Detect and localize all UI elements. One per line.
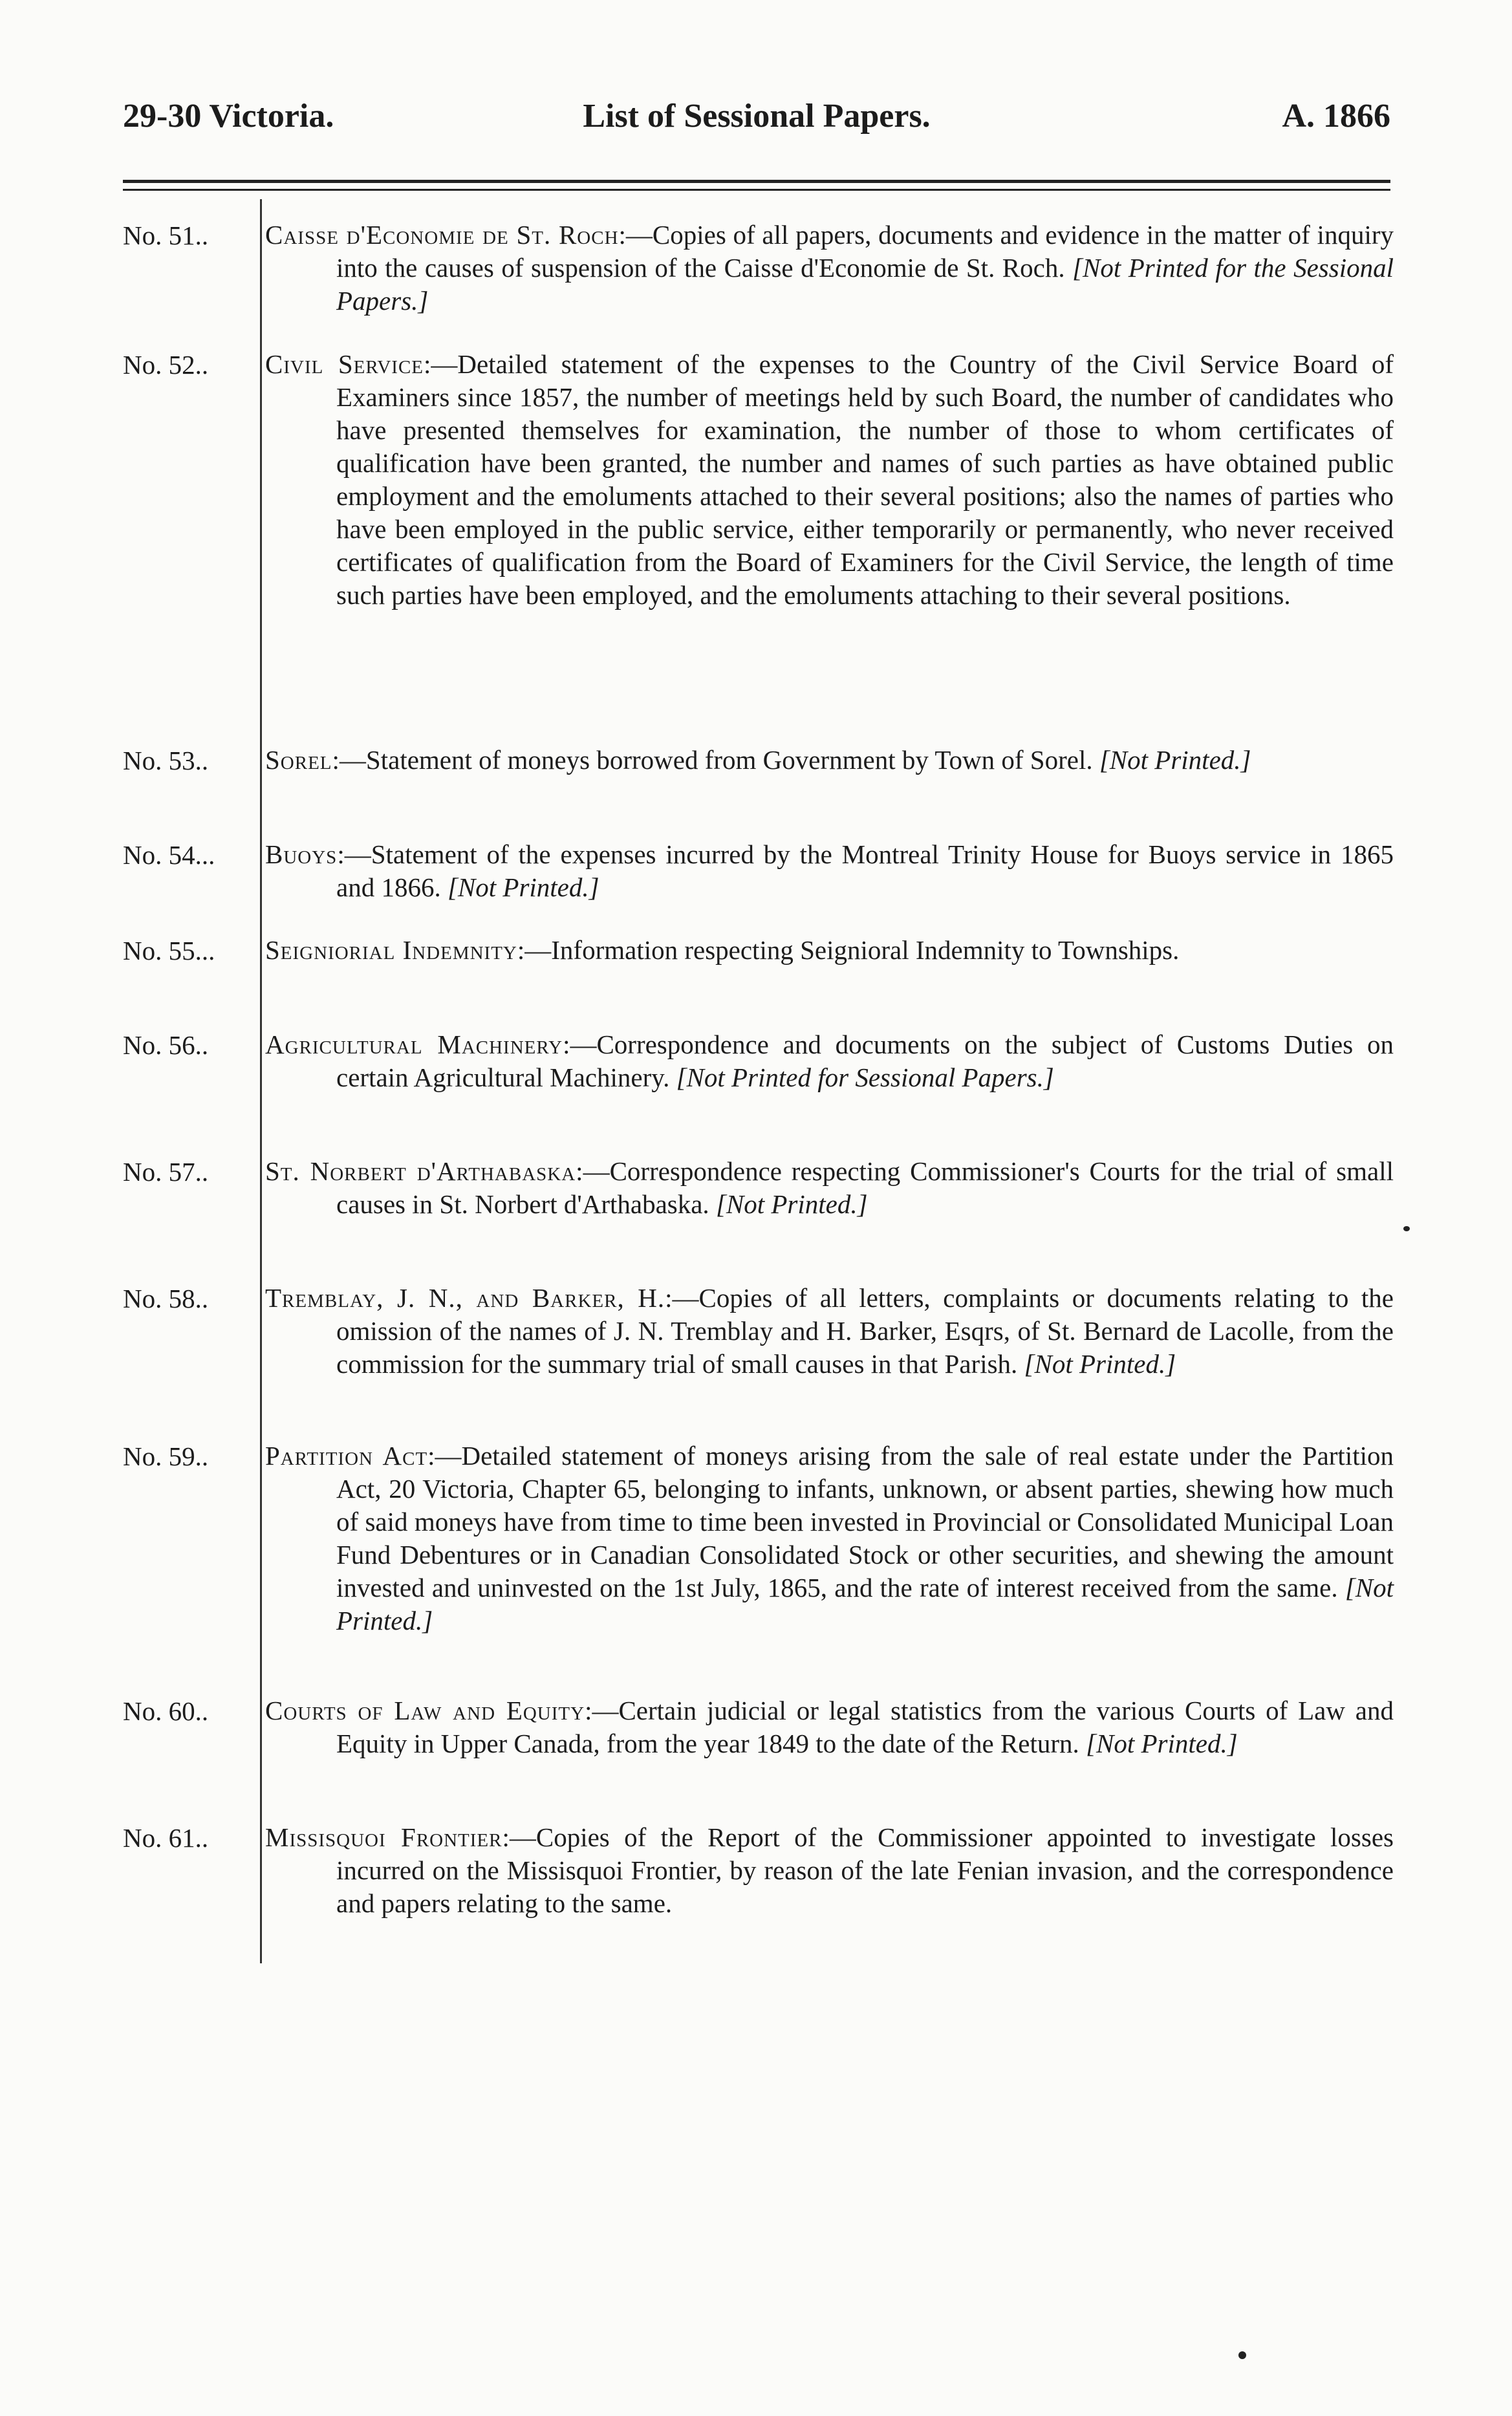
entry-body: :—Copies of all letters, complaints or documents relating to the omission of the names of J. N. Tremblay and H. Barker, Esqrs, of St. Bernard de Lacolle, from the commission for the summary trial of small causes in that Parish. [336,1283,1394,1379]
entry-number: No. 53.. [123,746,209,775]
entry-text [265,934,1394,967]
entry-body: :—Copies of the Report of the Commissioner appointed to investigate losses incurred on the Missisquoi Frontier, by reason of the late Fenian invasion, and the correspondence and papers relating to the same. [336,1822,1394,1918]
header-session: 29-30 Victoria. [123,98,334,135]
entry-note: [Not Printed.] [1086,1729,1238,1758]
entry-body: :—Copies of all papers, documents and evidence in the matter of inquiry into the causes of suspension of the Caisse d'Economie de St. Roch. [336,220,1394,283]
header-rule-thick [123,180,1390,183]
entry-text [265,744,1394,777]
column-divider [260,199,262,1963]
entry-subject: Sorel [265,745,332,775]
entry-subject: Seigniorial Indemnity [265,935,517,965]
entry-text [265,1282,1394,1381]
header-rule-thin [123,189,1390,191]
entry-subject: Agricultural Machinery [265,1030,563,1059]
entry-text [265,1155,1394,1221]
entry-body: :—Certain judicial or legal statistics from the various Courts of Law and Equity in Upper Canada, from the year 1849 to the date of the Return. [336,1696,1394,1758]
entry-text [265,1821,1394,1920]
header-year: A. 1866 [1282,98,1390,135]
entry-note: [Not Printed.] [447,872,599,902]
entry-body: :—Statement of the expenses incurred by the Montreal Trinity House for Buoys service in 1865 and 1866. [336,839,1394,902]
entry-subject: Courts of Law and Equity [265,1696,585,1725]
entry-note: [Not Printed for Sessional Papers.] [676,1062,1054,1092]
entry-text [265,1440,1394,1637]
entry-subject: Buoys [265,839,338,869]
entry-number: No. 54... [123,840,215,870]
entry-body: :—Information respecting Seignioral Indemnity to Townships. [517,935,1180,965]
ink-speck [1238,2351,1246,2359]
entry-body: :—Statement of moneys borrowed from Government by Town of Sorel. [332,745,1093,775]
entry-text [265,219,1394,318]
entry-note: [Not Printed for the Sessional Papers.] [336,253,1394,316]
entry-number: No. 55... [123,936,215,965]
entry-text [265,838,1394,904]
entry-number: No. 60.. [123,1696,209,1726]
entry-note: [Not Printed.] [1099,745,1251,775]
entry-note: [Not Printed.] [715,1189,868,1219]
entry-note: [Not Printed.] [336,1573,1394,1635]
entry-subject: Partition Act [265,1441,428,1471]
entry-subject: Caisse d'Economie de St. Roch [265,220,619,250]
entry-subject: St. Norbert d'Arthabaska [265,1156,576,1186]
entry-note: [Not Printed.] [1024,1349,1176,1379]
page-header [123,97,1390,149]
entry-number: No. 51.. [123,221,209,250]
entry-number: No. 61.. [123,1823,209,1853]
entry-text [265,1694,1394,1760]
entry-text [265,348,1394,612]
entry-subject: Tremblay, J. N., and Barker, H. [265,1283,665,1313]
ink-speck [1403,1226,1410,1231]
entry-body: :—Detailed statement of moneys arising from the sale of real estate under the Partition Act, 20 Victoria, Chapter 65, belonging to infants, unknown, or absent parties, shewing how much of said moneys have from time to time been invested in Provincial or Consolidated Municipal Loan Fund Debentures or in Canadian Consolidated Stock or other securities, and shewing the amount invested and uninvested on the 1st July, 1865, and the rate of interest received from the same. [336,1441,1394,1602]
entry-number: No. 52.. [123,350,209,380]
entry-number: No. 56.. [123,1030,209,1060]
entry-number: No. 58.. [123,1284,209,1313]
entry-number: No. 57.. [123,1157,209,1187]
entry-body: :—Detailed statement of the expenses to the Country of the Civil Service Board of Examiners since 1857, the number of meetings held by such Board, the number of candidates who have presented themselves for examination, the number of those to whom certificates of qualification have been granted, the number and names of such parties as have obtained public employment and the emoluments attached to their several positions; also the names of parties who have been employed in the public service, either temporarily or permanently, who never received certificates of qualification from the Board of Examiners for the Civil Service, the length of time such parties have been employed, and the emoluments attaching to their several positions. [336,349,1394,610]
entry-subject: Civil Service [265,349,424,379]
header-title: List of Sessional Papers. [583,98,931,135]
entry-text [265,1028,1394,1094]
entry-subject: Missisquoi Frontier [265,1822,502,1852]
entry-body: :—Correspondence and documents on the subject of Customs Duties on certain Agricultural Machinery. [336,1030,1394,1092]
entry-number: No. 59.. [123,1441,209,1471]
entry-body: :—Correspondence respecting Commissioner's Courts for the trial of small causes in St. Norbert d'Arthabaska. [336,1156,1394,1219]
